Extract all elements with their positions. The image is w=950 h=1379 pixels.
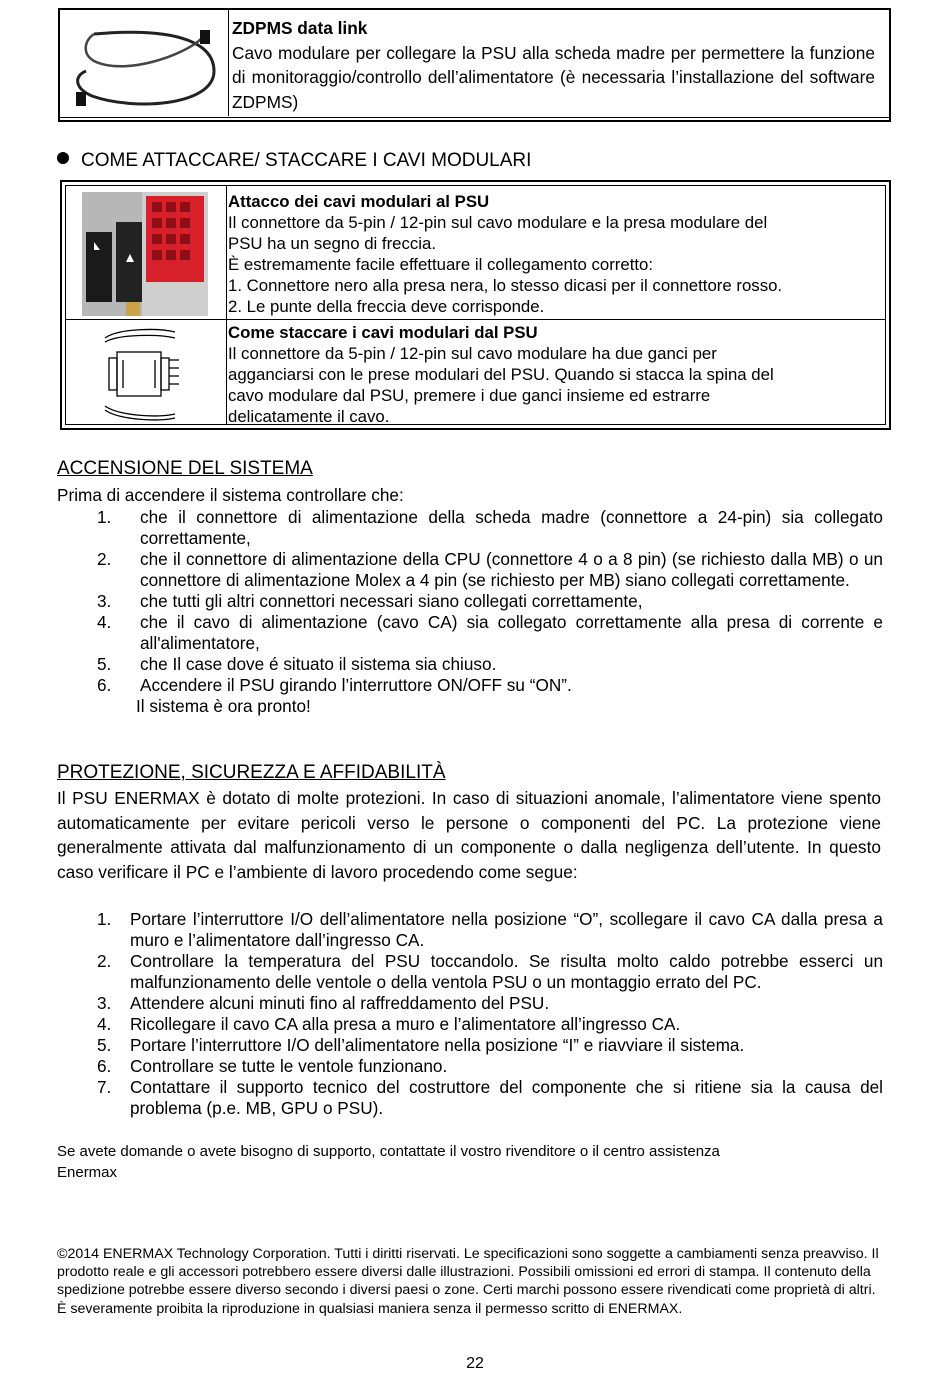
list-item — [57, 507, 883, 549]
item-text: Contattare il supporto tecnico del costruttore del componente che si ritiene sia la causa del problema (p.e. MB, GPU o PSU). — [130, 1077, 883, 1118]
detach-line: agganciarsi con le prese modulari del PSU. Quando si stacca la spina del — [228, 365, 774, 384]
item-number: 2. — [97, 549, 112, 569]
item-text: Portare l’interruttore I/O dell’alimentatore nella posizione “I” e riavviare il sistema. — [130, 1035, 745, 1055]
connector-photo — [82, 192, 208, 316]
power-on-intro: Prima di accendere il sistema controllare che: — [57, 485, 404, 505]
item-text: Controllare la temperatura del PSU toccandolo. Se risulta molto caldo potrebbe esserci un malfunzionamento delle ventole o della ventola PSU o un montaggio errato del PC. — [130, 951, 883, 992]
bullet-icon — [57, 152, 69, 164]
item-number: 6. — [97, 675, 112, 695]
list-item — [57, 1056, 883, 1077]
item-number: 3. — [97, 993, 112, 1013]
ready-text: Il sistema è ora pronto! — [136, 696, 311, 716]
power-on-heading: ACCENSIONE DEL SISTEMA — [57, 458, 313, 479]
item-number: 5. — [97, 1035, 112, 1055]
detach-title: Come staccare i cavi modulari dal PSU — [228, 323, 538, 342]
detach-line: delicatamente il cavo. — [228, 407, 390, 426]
support-note: Se avete domande o avete bisogno di supporto, contattate il vostro rivenditore o il centro assistenza Enermax — [57, 1143, 720, 1181]
list-item — [57, 591, 883, 612]
list-item — [57, 549, 883, 591]
list-item — [57, 951, 883, 993]
modular-heading-text: COME ATTACCARE/ STACCARE I CAVI MODULARI — [81, 150, 532, 171]
row-divider — [66, 319, 885, 320]
modular-table-inner — [65, 185, 886, 425]
item-text: Controllare se tutte le ventole funzionano. — [130, 1056, 448, 1076]
item-number: 7. — [97, 1077, 112, 1097]
item-text: che il cavo di alimentazione (cavo CA) sia collegato correttamente alla presa di corrente e all'alimentatore, — [140, 612, 883, 653]
item-text: che Il case dove é situato il sistema sia chiuso. — [140, 654, 497, 674]
detach-text — [228, 322, 884, 427]
power-on-list — [57, 507, 883, 717]
item-text: che il connettore di alimentazione della CPU (connettore 4 o a 8 pin) (se richiesto dalla MB) o un connettore di alimentazione Molex a 4 pin (se richiesto per MB) siano collegati correttamente. — [140, 549, 883, 590]
item-number: 3. — [97, 591, 112, 611]
zdpms-text — [232, 16, 875, 114]
item-number: 4. — [97, 612, 112, 632]
list-item — [57, 675, 883, 696]
item-number: 1. — [97, 909, 112, 929]
item-text: Accendere il PSU girando l’interruttore ON/OFF su “ON”. — [140, 675, 572, 695]
detach-line: Il connettore da 5-pin / 12-pin sul cavo modulare ha due ganci per — [228, 344, 717, 363]
item-number: 2. — [97, 951, 112, 971]
zdpms-table — [58, 8, 891, 122]
item-text: che il connettore di alimentazione della scheda madre (connettore a 24-pin) sia collegato correttamente, — [140, 507, 883, 548]
list-item — [57, 612, 883, 654]
page-number: 22 — [466, 1355, 484, 1372]
list-item — [57, 654, 883, 675]
column-divider — [226, 186, 227, 424]
protection-list — [57, 909, 883, 1119]
detach-line: cavo modulare dal PSU, premere i due ganci insieme ed estrarre — [228, 386, 711, 405]
list-item — [57, 909, 883, 951]
zdpms-cable-image — [64, 16, 224, 116]
item-number: 1. — [97, 507, 112, 527]
attach-line: PSU ha un segno di freccia. — [228, 234, 437, 253]
item-text: Portare l’interruttore I/O dell’alimentatore nella posizione “O”, scollegare il cavo CA dalla presa a muro e l’alimentatore dall’ingresso CA. — [130, 909, 883, 950]
modular-heading — [57, 149, 531, 173]
table-divider — [228, 10, 229, 116]
attach-line: È estremamente facile effettuare il collegamento corretto: — [228, 255, 654, 274]
zdpms-body: Cavo modulare per collegare la PSU alla scheda madre per permettere la funzione di monitoraggio/controllo dell’alimentatore (è necessaria l’installazione del software ZDPMS) — [232, 42, 875, 112]
list-item — [57, 993, 883, 1014]
attach-text — [228, 191, 884, 317]
attach-line: 1. Connettore nero alla presa nera, lo stesso dicasi per il connettore rosso. — [228, 276, 783, 295]
attach-line: 2. Le punte della freccia deve corrisponde. — [228, 297, 545, 316]
item-number: 5. — [97, 654, 112, 674]
list-item — [57, 1014, 883, 1035]
modular-table — [60, 180, 891, 430]
item-text: Attendere alcuni minuti fino al raffreddamento del PSU. — [130, 993, 550, 1013]
item-number: 6. — [97, 1056, 112, 1076]
attach-line: Il connettore da 5-pin / 12-pin sul cavo modulare e la presa modulare del — [228, 213, 768, 232]
item-number: 4. — [97, 1014, 112, 1034]
list-item — [57, 1035, 883, 1056]
list-item — [57, 1077, 883, 1119]
copyright-footer: ©2014 ENERMAX Technology Corporation. Tutti i diritti riservati. Le specificazioni sono soggette a cambiamenti senza preavviso. Il prodotto reale e gli accessori potrebbero essere diversi dalle illustrazioni. Possibili omissioni ed errori di stampa. Il contenuto della spedizione potrebbe essere diverso secondo i diversi paesi o zone. Certi marchi possono essere rivendicati come proprietà di altri. È severamente proibita la riproduzione in qualsiasi maniera senza il permesso scritto di ENERMAX. — [57, 1246, 879, 1317]
item-text: Ricollegare il cavo CA alla presa a muro e l’alimentatore all’ingresso CA. — [130, 1014, 681, 1034]
item-text: che tutti gli altri connettori necessari siano collegati correttamente, — [140, 591, 643, 611]
protection-heading: PROTEZIONE, SICUREZZA E AFFIDABILITÀ — [57, 762, 446, 783]
zdpms-title: ZDPMS data link — [232, 18, 368, 38]
attach-title: Attacco dei cavi modulari al PSU — [228, 192, 490, 211]
connector-diagram — [99, 324, 181, 424]
protection-paragraph: Il PSU ENERMAX è dotato di molte protezioni. In caso di situazioni anomale, l’alimentatore viene spento automaticamente per evitare pericoli verso le persone o componenti del PC. La protezione viene generalmente attivata dal malfunzionamento di un componente o dalla negligenza dell’utente. In questo caso verificare il PC e l’ambiente di lavoro procedendo come segue: — [57, 788, 881, 882]
